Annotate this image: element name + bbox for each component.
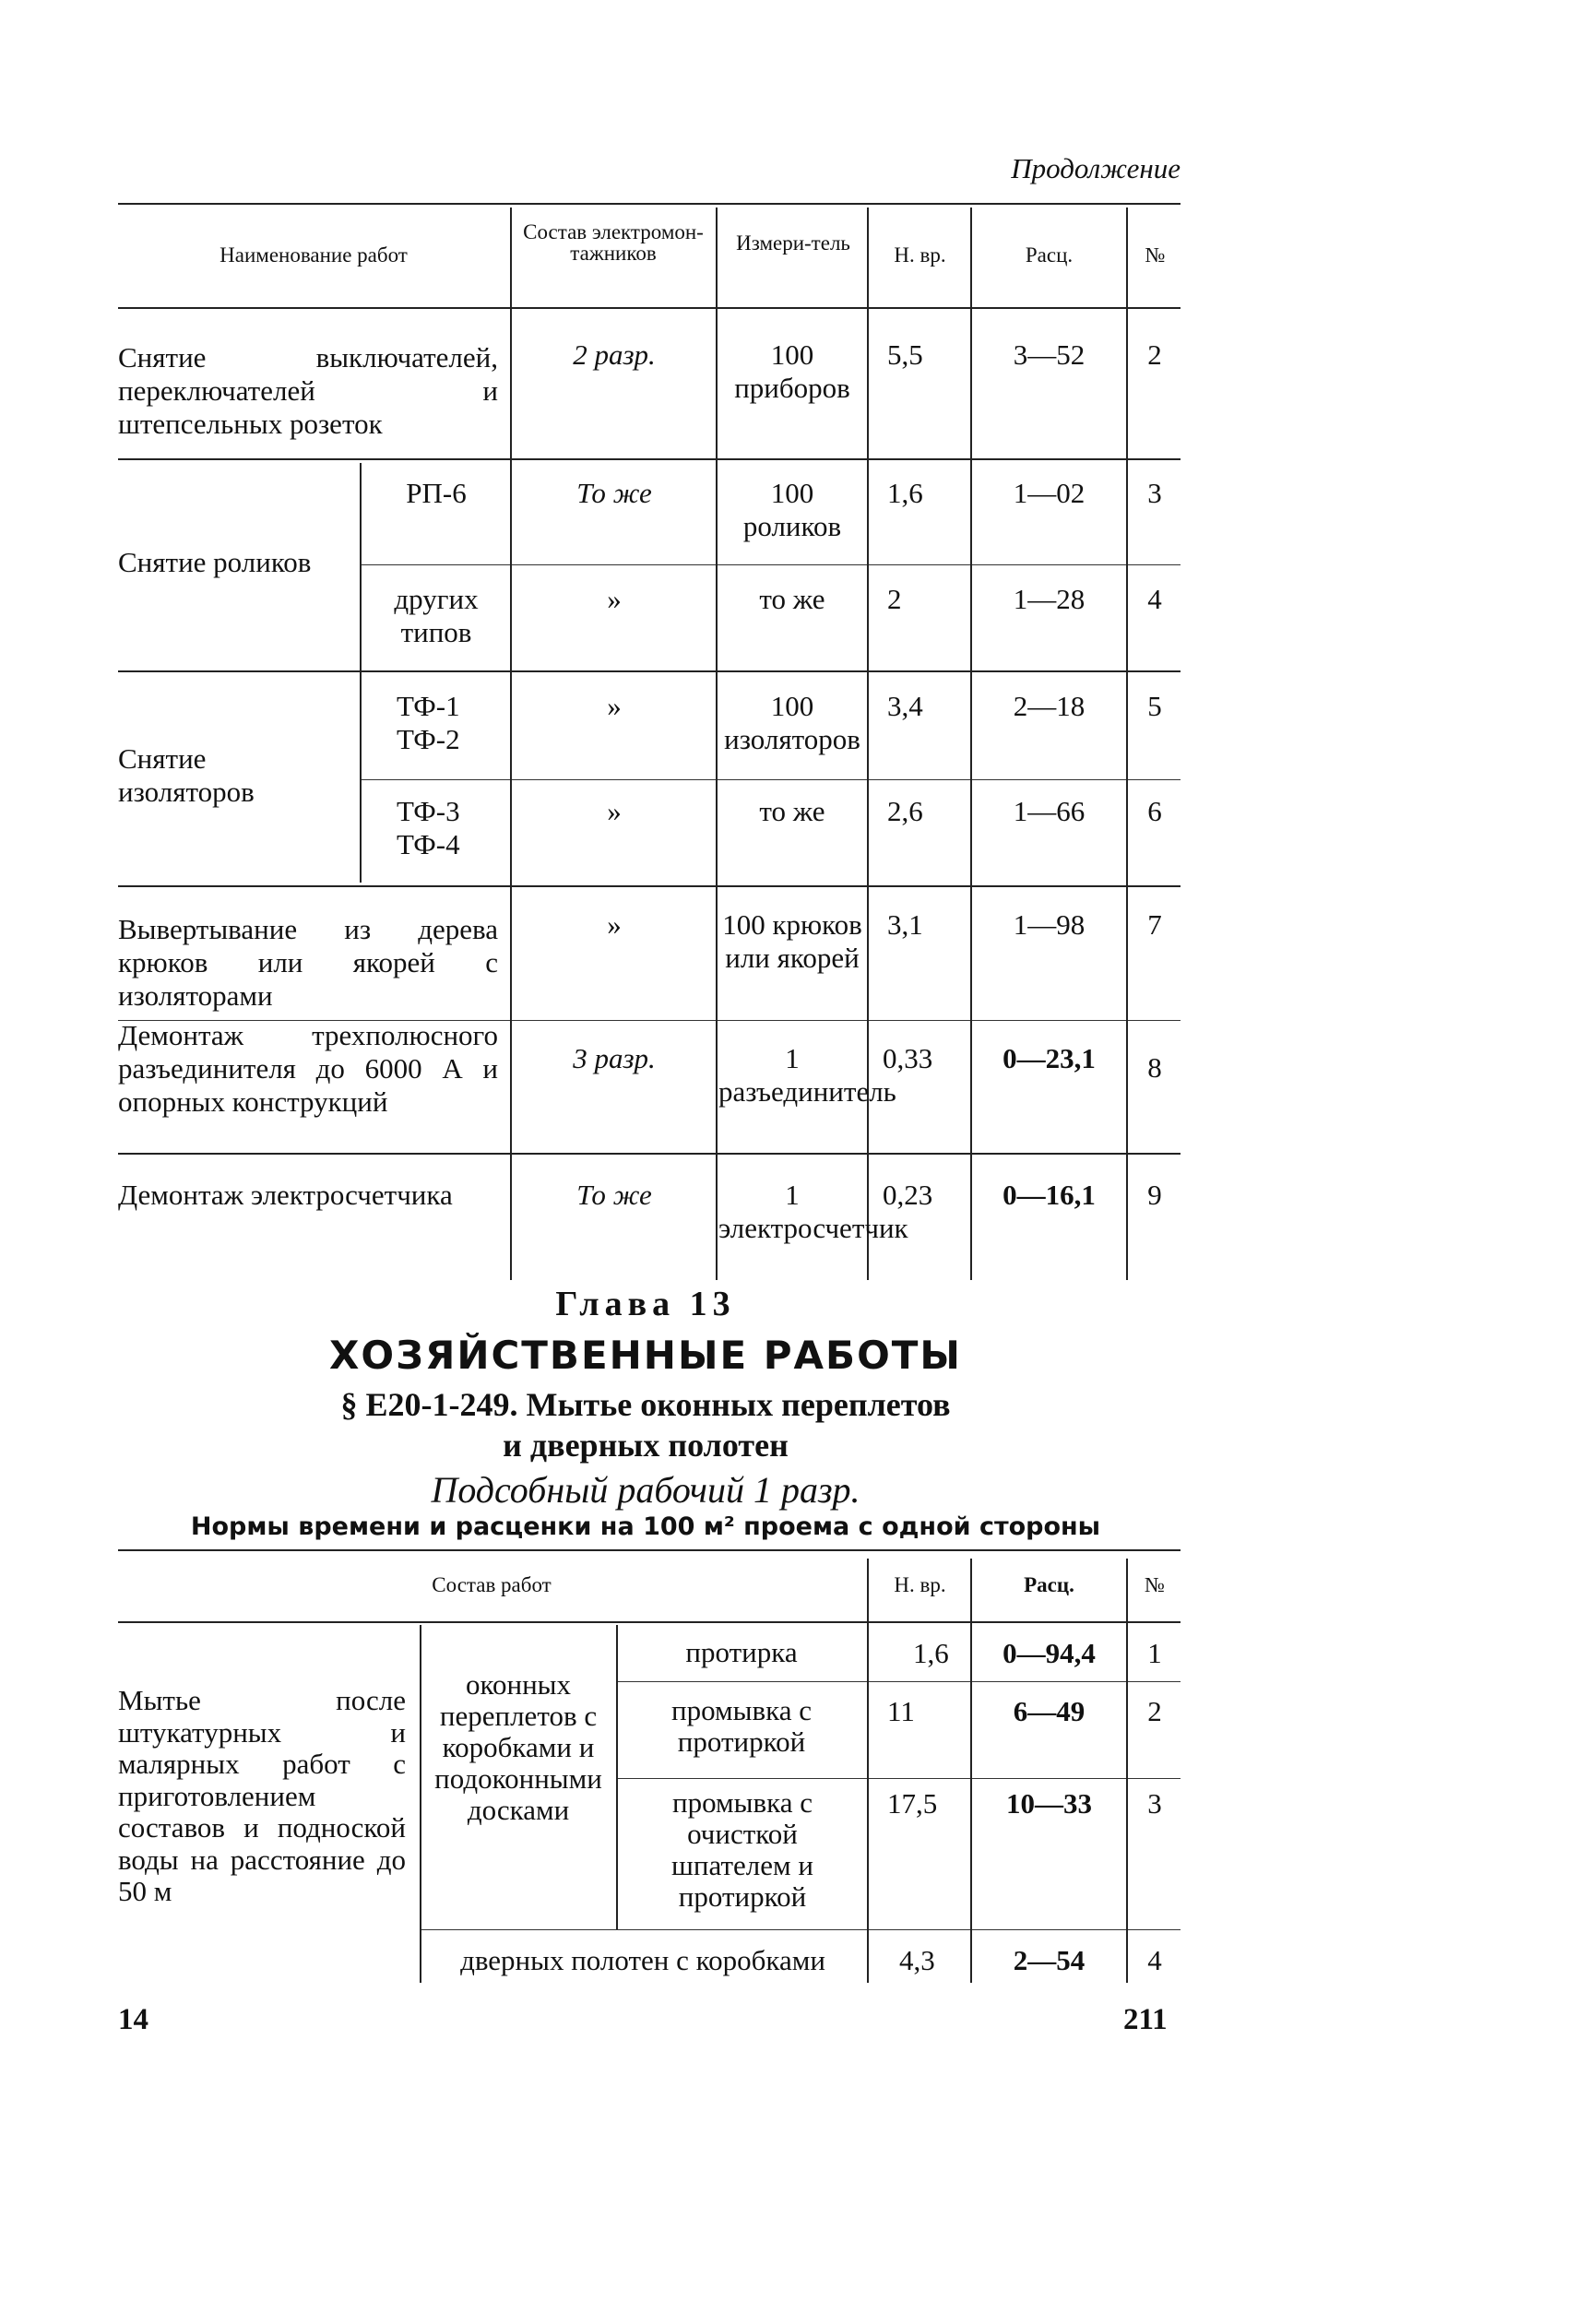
row-divider [118, 1153, 1181, 1155]
rate: 1—98 [1013, 908, 1086, 941]
crew: 2 разр. [573, 338, 656, 371]
operation: промывка с очисткой шпателем и протиркой [671, 1786, 813, 1913]
header-num: № [1145, 1573, 1165, 1596]
row-number: 6 [1147, 795, 1162, 827]
section-title: § Е20-1-249. Мытье оконных переплетов [340, 1386, 951, 1423]
operation: дверных полотен с коробками [460, 1944, 825, 1976]
rate: 1—28 [1013, 583, 1086, 615]
row-number: 4 [1147, 583, 1162, 615]
table-2-top-rule [118, 1549, 1181, 1551]
unit: 1 разъединитель [718, 1042, 896, 1108]
norm: 2,6 [887, 795, 923, 827]
section-title: и дверных полотен [503, 1427, 789, 1464]
rate: 1—02 [1013, 477, 1086, 509]
work-name: Снятие выключателей, переключателей и штепсельных розеток [118, 341, 498, 440]
row-number: 7 [1147, 908, 1162, 941]
norm: 3,4 [887, 690, 923, 722]
norm: 4,3 [899, 1944, 935, 1976]
column-rule [1126, 1559, 1128, 1983]
rate: 0—94,4 [1003, 1637, 1096, 1669]
chapter-title: ХОЗЯЙСТВЕННЫЕ РАБОТЫ [329, 1333, 962, 1378]
rate: 2—54 [1013, 1944, 1086, 1976]
work-name: Демонтаж электросчетчика [118, 1179, 453, 1211]
table-1-top-rule [118, 203, 1181, 205]
rate: 0—16,1 [1003, 1179, 1096, 1211]
sub-type: ТФ-3 ТФ-4 [397, 795, 460, 860]
row-divider [118, 458, 1181, 460]
crew: » [607, 795, 622, 827]
norm: 17,5 [887, 1787, 938, 1820]
norms-title: Нормы времени и расценки на 100 м² проема с одной стороны [190, 1512, 1101, 1541]
header-rate: Расц. [1024, 1573, 1074, 1596]
unit: то же [759, 795, 825, 827]
row-number: 8 [1147, 1051, 1162, 1084]
row-number: 3 [1147, 477, 1162, 509]
header-rate: Расц. [1025, 243, 1074, 267]
work-description: Мытье после штукатурных и малярных работ с приготовлением составов и подноской воды на расстояние до 50 м [118, 1684, 406, 1907]
norm: 11 [887, 1695, 915, 1727]
row-divider [360, 564, 1181, 565]
unit: 100 роликов [742, 477, 842, 542]
header-norm: Н. вр. [894, 1573, 946, 1596]
row-divider [420, 1929, 1181, 1930]
column-rule [970, 1559, 972, 1983]
worker-category: Подсобный рабочий 1 разр. [431, 1469, 860, 1511]
column-rule [616, 1625, 618, 1929]
norm: 5,5 [887, 338, 923, 371]
table-2-header-rule [118, 1621, 1181, 1623]
unit: 100 крюков или якорей [722, 908, 862, 974]
rate: 10—33 [1006, 1787, 1092, 1820]
row-divider [360, 779, 1181, 780]
unit: то же [759, 583, 825, 615]
page-number: 211 [1123, 2003, 1168, 2036]
row-number: 4 [1147, 1944, 1162, 1976]
norm: 1,6 [887, 477, 923, 509]
column-rule [970, 208, 972, 1280]
unit: 100 изоляторов [724, 690, 860, 755]
operation: промывка с протиркой [671, 1694, 812, 1758]
column-rule [1126, 208, 1128, 1280]
rate: 3—52 [1013, 338, 1086, 371]
header-work: Состав работ [432, 1573, 552, 1596]
crew: 3 разр. [573, 1042, 656, 1074]
norm: 1,6 [913, 1637, 949, 1669]
rate: 0—23,1 [1003, 1042, 1096, 1074]
header-num: № [1145, 243, 1166, 267]
row-number: 3 [1147, 1787, 1162, 1820]
row-number: 2 [1147, 338, 1162, 371]
norm: 0,23 [883, 1179, 933, 1211]
row-divider [118, 670, 1181, 672]
chapter-label: Глава 13 [555, 1285, 736, 1323]
work-group: оконных переплетов с коробками и подоконными досками [434, 1668, 602, 1826]
group-name: Снятие изоляторов [118, 742, 255, 808]
row-number: 1 [1147, 1637, 1162, 1669]
norm: 3,1 [887, 908, 923, 941]
row-divider [118, 885, 1181, 887]
column-rule [867, 1559, 869, 1983]
rate: 1—66 [1013, 795, 1086, 827]
row-divider [616, 1681, 1181, 1682]
norm: 0,33 [883, 1042, 933, 1074]
row-number: 2 [1147, 1695, 1162, 1727]
table-1-header-rule [118, 307, 1181, 309]
header-unit: Измери-тель [736, 231, 850, 255]
header-norm: Н. вр. [894, 243, 946, 267]
row-divider [616, 1778, 1181, 1779]
rate: 2—18 [1013, 690, 1086, 722]
work-name: Вывертывание из дерева крюков или якорей с изоляторами [118, 913, 498, 1012]
header-name: Наименование работ [219, 243, 408, 267]
column-rule [510, 208, 512, 1280]
continuation-label: Продолжение [1011, 152, 1181, 184]
column-rule [867, 208, 869, 1280]
sub-type: других типов [394, 583, 479, 648]
footer-signature: 14 [118, 2003, 148, 2036]
crew: » [607, 583, 622, 615]
crew: » [607, 690, 622, 722]
subgroup-rule [360, 463, 362, 883]
column-rule [716, 208, 718, 1280]
sub-type: РП-6 [406, 477, 467, 509]
crew: То же [576, 1179, 652, 1211]
column-rule [420, 1625, 421, 1983]
crew: » [607, 908, 622, 941]
unit: 100 приборов [734, 338, 850, 404]
group-name: Снятие роликов [118, 546, 312, 578]
crew: То же [576, 477, 652, 509]
sub-type: ТФ-1 ТФ-2 [397, 690, 460, 755]
unit: 1 электросчетчик [718, 1179, 908, 1244]
operation: протирка [685, 1636, 798, 1668]
row-number: 5 [1147, 690, 1162, 722]
row-number: 9 [1147, 1179, 1162, 1211]
rate: 6—49 [1013, 1695, 1086, 1727]
work-name: Демонтаж трехполюсного разъединителя до 6000 А и опорных конструкций [118, 1019, 498, 1118]
norm: 2 [887, 583, 902, 615]
header-crew: Состав электромон-тажников [523, 220, 704, 265]
